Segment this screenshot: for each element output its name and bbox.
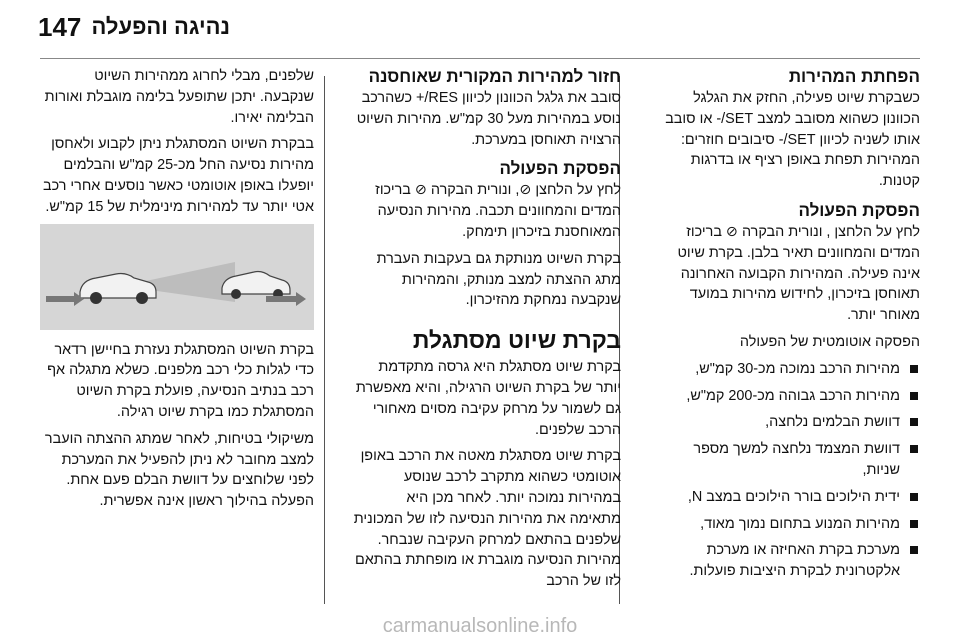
list-item — [660, 439, 920, 481]
list-item — [660, 514, 920, 535]
column-divider — [324, 76, 325, 604]
paragraph: משיקולי בטיחות, לאחר שמתג ההצתה הועבר למצב מחובר לא ניתן להפעיל את המערכת לפני שלוחצים על דוושת הבלם פעם אחת. הפעלה בהילוך ראשון אינה אפשרית. — [44, 430, 314, 510]
column-left — [40, 66, 314, 518]
paragraph: בקרת השיוט המסתגלת נעזרת בחיישן רדאר כדי לגלות כלי רכב מלפנים. כשלא מתגלה אף רכב בנתיב הנסיעה, פועלת בקרת השיוט המסתגלת כמו בקרת שיוט רגילה. — [47, 341, 314, 420]
paragraph: סובב את גלגל הכוונון לכיוון RES/+ כשהרכב נוסע במהירות מעל 30 קמ"ש. מהירות השיוט הרצויה תאוחסן במערכת. — [356, 90, 621, 148]
list-item-text: מהירות הרכב נמוכה מכ-30 קמ"ש, — [695, 360, 900, 377]
list-item-text: דוושת המצמד נלחצה למשך מספר שניות, — [693, 441, 900, 478]
heading-resume-speed: חזור למהירות המקורית שאוחסנה — [368, 67, 621, 86]
paragraph: הפסקה אוטומטית של הפעולה — [739, 333, 920, 350]
bullet-square-icon — [910, 392, 918, 400]
list-item — [660, 359, 920, 380]
paragraph: בקרת שיוט מסתגלת היא גרסה מתקדמת יותר של בקרת השיוט הרגילה, והיא מאפשרת גם לשמור על מרחק עקיבה מסוים מאחורי הרכב שלפנים. — [355, 359, 621, 438]
page-header — [0, 0, 960, 62]
heading-deactivation: הפסקת הפעולה — [798, 200, 920, 220]
heading-speed-reduction: הפחתת המהירות — [788, 67, 920, 86]
paragraph: כשבקרת שיוט פעילה, החזק את הגלגל הכוונון כשהוא מסובב למצב SET/- או סובב אותו לשניה לכיוון SET/- סיבובים חוזרים: המהירות תפחת באופן רציף או בדרגות קטנות. — [665, 90, 920, 190]
bullet-square-icon — [910, 418, 918, 426]
list-item-text: ידית הילוכים בורר הילוכים במצב N, — [687, 488, 900, 505]
paragraph: בקרת שיוט מסתגלת מאטה את הרכב באופן אוטומטי כשהוא מתקרב לרכב שנוסע במהירות נמוכה יותר. לאחר מכן היא מתאימה את מהירות הנסיעה לזו של המכונית שלפנים בהתאם למרחק העקיבה שנבחר. מהירות הנסיעה מוגברת או מופחתת בהתאם לזו של הרכב — [353, 448, 621, 590]
list-item — [660, 386, 920, 407]
list-item-text: דוושת הבלמים נלחצה, — [765, 414, 900, 431]
watermark: carmanualsonline.info — [382, 615, 578, 637]
running-title: נהיגה והפעלה — [91, 14, 230, 39]
column-right — [660, 66, 920, 588]
paragraph: לחץ על הלחצן ⊘, ונורית הבקרה ⊘ בריכוז המדים והמחוונים תכבה. מהירות הנסיעה המאוחסנת בזיכרון תימחק. — [375, 182, 621, 240]
page-number: 147 — [38, 12, 82, 42]
paragraph: בקרת השיוט מנותקת גם בעקבות העברת מתג ההצתה למצב מנותק, והמהירות שנקבעה נמחקת מהזיכרון. — [376, 250, 621, 309]
list-item — [660, 540, 920, 582]
auto-deactivation-list — [660, 359, 920, 582]
radar-illustration-svg — [40, 224, 314, 330]
bullet-square-icon — [910, 546, 918, 554]
list-item-text: מערכת בקרת האחיזה או מערכת אלקטרונית לבקרת היציבות פועלות. — [689, 542, 900, 580]
column-middle — [353, 66, 621, 598]
list-item — [660, 412, 920, 433]
heading-adaptive-cruise-control: בקרת שיוט מסתגלת — [412, 327, 621, 354]
header-rule — [40, 58, 920, 59]
paragraph: בבקרת השיוט המסתגלת ניתן לקבוע ולאחסן מהירות נסיעה החל מכ-25 קמ"ש והבלמים יופעלו באופן אוטומטי כאשר נוסעים אחרי רכב אטי יותר עד למהירות מינימלית של 15 קמ"ש. — [42, 136, 314, 215]
list-item-text: מהירות המנוע בתחום נמוך מאוד, — [700, 515, 900, 532]
list-item — [660, 487, 920, 508]
bullet-square-icon — [910, 520, 918, 528]
paragraph: לחץ על הלחצן , ונורית הבקרה ⊘ בריכוז המדים והמחוונים תאיר בלבן. בקרת שיוט אינה פעילה. המהירות הקבועה האחרונה תאוחסן בזיכרון, לחידוש מהירות במועד מאוחר יותר. — [677, 223, 920, 324]
paragraph: שלפנים, מבלי לחרוג ממהירות השיוט שנקבעה. יתכן שתופעל בלימה מוגבלת ואורות הבלימה יאירו. — [44, 68, 314, 126]
bullet-square-icon — [910, 493, 918, 501]
bullet-square-icon — [910, 365, 918, 373]
list-item-text: מהירות הרכב גבוהה מכ-200 קמ"ש, — [686, 387, 900, 404]
radar-illustration — [40, 224, 314, 330]
bullet-square-icon — [910, 445, 918, 453]
heading-deactivation: הפסקת הפעולה — [499, 159, 621, 179]
